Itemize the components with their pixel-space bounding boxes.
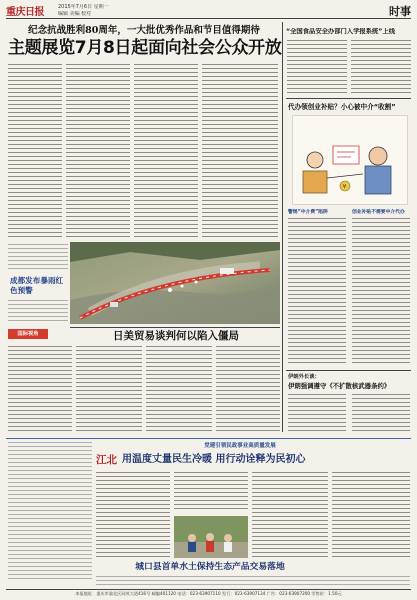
main-photo bbox=[70, 242, 280, 324]
lead-body-col-4 bbox=[202, 64, 278, 238]
cartoon-illustration bbox=[293, 116, 409, 206]
lead-body-col-2 bbox=[66, 64, 130, 238]
newspaper-logo: 重庆日报 bbox=[6, 7, 44, 18]
sidebar-bottom-body-2 bbox=[352, 394, 410, 434]
sidebar-mid-sub-1: 警惕“中介费”陷阱 bbox=[288, 210, 328, 215]
masthead-rule bbox=[6, 18, 411, 19]
masthead bbox=[6, 3, 411, 18]
section-label: 时事 bbox=[389, 5, 411, 18]
sidebar-mid-headline: 代办领创业补贴？小心被中介“收割” bbox=[288, 103, 396, 111]
bottom-banner-headline: 用温度丈量民生冷暖 用行动诠释为民初心 bbox=[122, 454, 306, 465]
lead-body-col-1 bbox=[8, 64, 62, 238]
column-divider bbox=[282, 22, 283, 432]
bottom-photo bbox=[174, 516, 248, 558]
second-story-tag: 国际视角 bbox=[8, 329, 48, 339]
bottom-section-top-rule bbox=[6, 438, 411, 439]
sidebar-cartoon bbox=[292, 115, 408, 205]
community-photo bbox=[174, 516, 248, 558]
sidebar-mid-body-2 bbox=[352, 218, 410, 366]
bottom-kicker: 党建引领民政事业高质量发展 bbox=[204, 443, 276, 449]
edition-info: 编辑 美编 校对 bbox=[58, 11, 92, 17]
aerial-flood-photo bbox=[70, 242, 280, 324]
svg-text:¥: ¥ bbox=[342, 183, 347, 191]
sidebar-bottom-headline: 伊朗强调遵守《不扩散核武器条约》 bbox=[288, 382, 391, 390]
second-body-col-1 bbox=[8, 346, 72, 434]
lead-body-col-3 bbox=[134, 64, 198, 238]
second-story-rule bbox=[70, 327, 280, 328]
footer-rule bbox=[6, 589, 411, 590]
caption-body-top bbox=[8, 244, 68, 270]
bottom-lower-headline: 城口县首单水土保持生态产品交易落地 bbox=[135, 562, 285, 572]
lead-kicker: 纪念抗战胜利80周年，一大批优秀作品和节目值得期待 bbox=[28, 25, 260, 36]
lead-headline: 主题展览7月8日起面向社会公众开放 bbox=[8, 38, 282, 58]
sidebar-rule-2 bbox=[286, 370, 411, 371]
second-body-col-3 bbox=[146, 346, 212, 434]
bottom-banner-left: 江北 bbox=[96, 454, 117, 466]
second-body-col-2 bbox=[76, 346, 142, 434]
sidebar-top-body-1 bbox=[287, 40, 347, 94]
bottom-lower-body bbox=[96, 576, 410, 586]
sidebar-mid-body-1 bbox=[288, 218, 346, 366]
photo-caption-title: 成都发布暴雨红色预警 bbox=[10, 276, 64, 295]
bottom-left-column bbox=[8, 442, 92, 582]
bottom-body-col-3 bbox=[252, 472, 328, 558]
sidebar-bottom-body-1 bbox=[288, 394, 346, 434]
second-story-headline: 日美贸易谈判何以陷入僵局 bbox=[113, 330, 239, 342]
caption-body-bottom bbox=[8, 300, 68, 324]
second-body-col-4 bbox=[216, 346, 280, 434]
sidebar-top-body-2 bbox=[351, 40, 411, 94]
bottom-body-col-2 bbox=[174, 472, 248, 512]
sidebar-mid-sub-2: 创业补贴不需要中介代办 bbox=[352, 210, 405, 215]
footer-text: 本报地址：重庆市渝北区同茂大道416号 邮编401120 电话：023-63907110 发行：023-63907134 广告：023-63907200 零售价：1.50元 bbox=[75, 591, 342, 596]
sidebar-top-headline: “全国食品安全办部门入学报系统”上线 bbox=[286, 28, 396, 35]
sidebar-bottom-kicker: 伊朗外长谈： bbox=[288, 374, 320, 380]
date-line: 2015年7月6日 星期一 bbox=[58, 4, 109, 10]
bottom-body-col-1 bbox=[96, 472, 170, 558]
sidebar-rule-1 bbox=[286, 98, 411, 99]
bottom-body-col-4 bbox=[332, 472, 410, 558]
